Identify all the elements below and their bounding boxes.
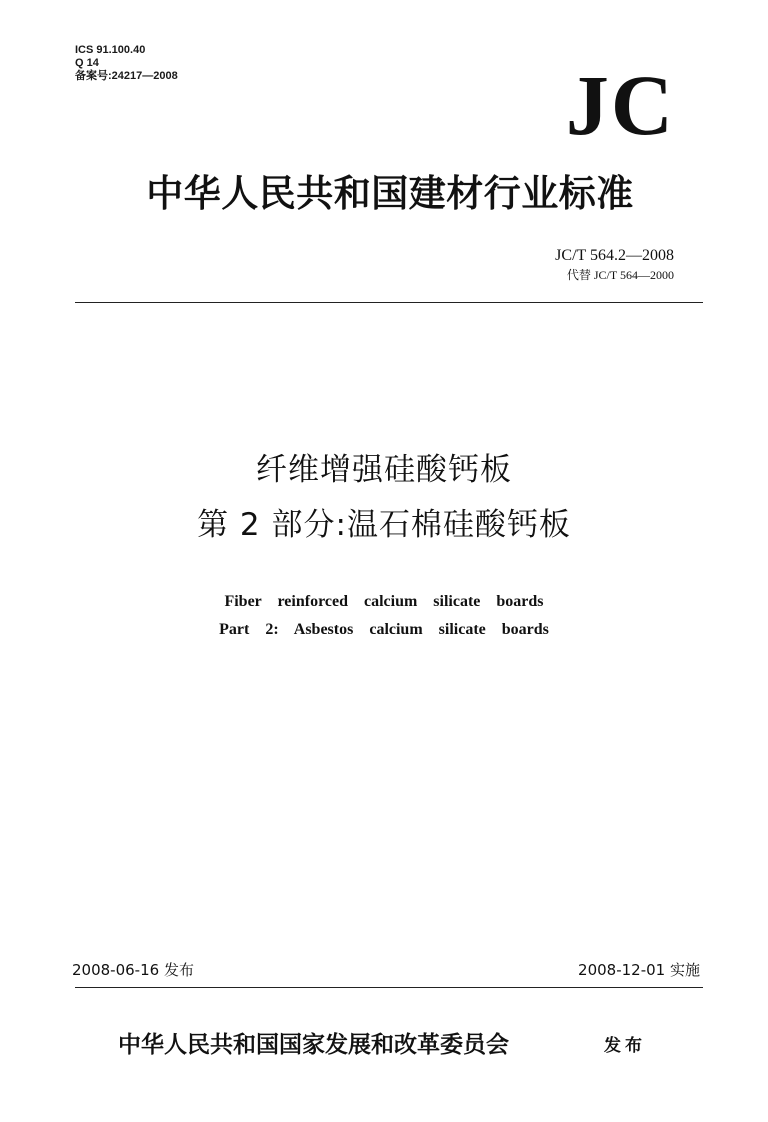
title-chinese-line1: 纤维增强硅酸钙板 [256, 452, 512, 488]
implementation-date: 2008-12-01 实施 [578, 961, 700, 979]
issuing-authority: 中华人民共和国国家发展和改革委员会 [118, 1031, 509, 1058]
industry-standard-title: 中华人民共和国建材行业标准 [146, 171, 634, 215]
title-english-line1: Fiber reinforced calcium silicate boards [224, 593, 544, 610]
bottom-divider [75, 987, 703, 988]
replaces-standard: 代替 JC/T 564—2000 [566, 268, 674, 282]
title-chinese-line2: 第 2 部分:温石棉硅酸钙板 [197, 507, 571, 543]
title-english-line2: Part 2: Asbestos calcium silicate boards [219, 621, 549, 638]
ccs-code: Q 14 [75, 57, 99, 69]
jc-logo: JC [565, 57, 675, 153]
record-number: 备案号:24217—2008 [75, 70, 178, 82]
top-divider [75, 302, 703, 303]
standard-number: JC/T 564.2—2008 [555, 247, 674, 264]
ics-code: ICS 91.100.40 [75, 44, 146, 56]
issue-date: 2008-06-16 发布 [72, 961, 194, 979]
publish-label: 发布 [604, 1036, 646, 1056]
